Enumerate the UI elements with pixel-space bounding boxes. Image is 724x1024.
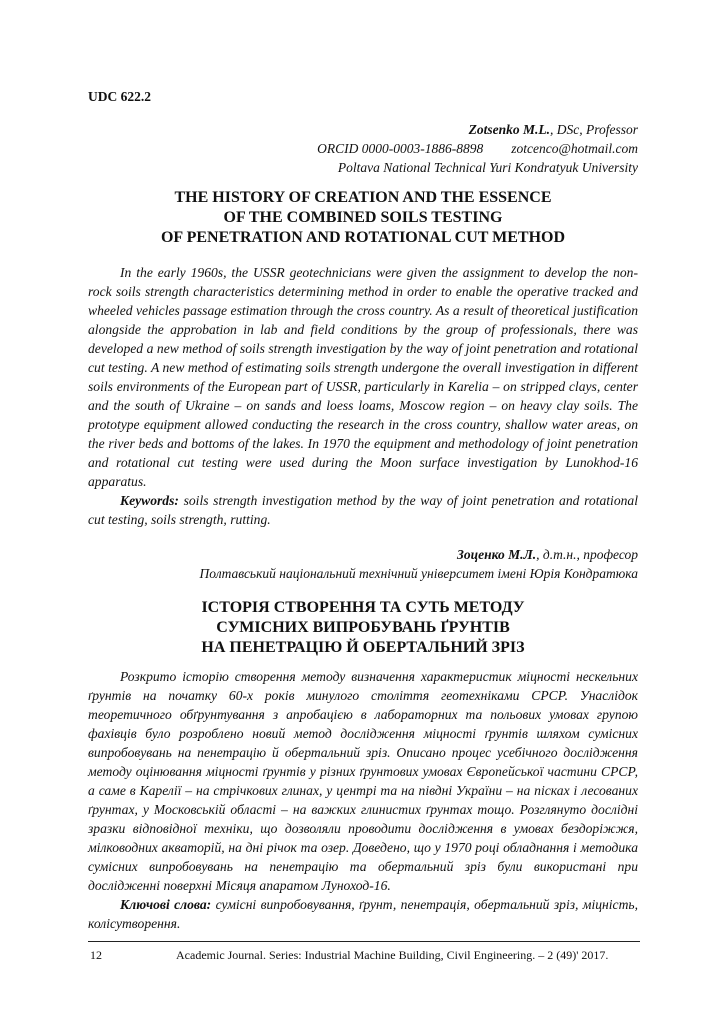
title-line: НА ПЕНЕТРАЦІЮ Й ОБЕРТАЛЬНИЙ ЗРІЗ [201, 639, 525, 656]
abstract-text-uk: Розкрито історію створення методу визначення характеристик міцності нескельних ґрунтів на початку 60-х років минулого століття геотехніками СРСР. Унаслідок теоретичного обґрунтування з апробацією в лабораторних та польових умовах групою фахівців було розроблено новий метод дослідження міцності ґрунтів шляхом сумісних випробовувань на пенетрацію й обертальний зріз. Описано процес усебічного дослідження методу оцінювання міцності ґрунтів у різних ґрунтових умовах Європейської частини СРСР, а саме в Карелії – на стрічкових глинах, у центрі та на півдні України – на пісках і лесованих ґрунтах, у Московській області – на важких глинистих ґрунтах тощо. Розглянуто дослідні зразки відповідної техніки, що дозволяли проводити дослідження в умовах бездоріжжя, мілководних акваторій, на дні річок та озер. Доведено, що у 1970 році обладнання і методика сумісних випробовувань на пенетрацію та обертальний зріз були використані при дослідженні поверхні Місяця апаратом Луноход-16. [88, 669, 638, 893]
orcid-line [317, 139, 638, 158]
title-line: OF THE COMBINED SOILS TESTING [223, 209, 503, 226]
author-name-uk: Зоценко М.Л. [457, 547, 537, 562]
keywords-text: soils strength investigation method by the way of joint penetration and rotational cut testing, soils strength, rutting. [88, 493, 638, 527]
article-title-uk [88, 598, 638, 658]
author-orcid: ORCID 0000-0003-1886-8898 [317, 141, 484, 156]
udc-code: UDC 622.2 [88, 89, 151, 104]
title-line: OF PENETRATION AND ROTATIONAL CUT METHOD [160, 229, 566, 246]
author-line [317, 120, 638, 139]
footer-divider [88, 941, 640, 942]
author-block-uk [200, 545, 638, 583]
author-name: Zotsenko M.L. [468, 122, 550, 137]
abstract-uk [88, 667, 638, 933]
keywords-en [88, 491, 638, 529]
title-line: СУМІСНИХ ВИПРОБУВАНЬ ҐРУНТІВ [216, 619, 510, 636]
keywords-label-uk: Ключові слова: [120, 897, 212, 912]
title-line: ІСТОРІЯ СТВОРЕННЯ ТА СУТЬ МЕТОДУ [201, 599, 525, 616]
page-number: 12 [90, 948, 102, 962]
author-affiliation-uk: Полтавський національний технічний університет імені Юрія Кондратюка [199, 566, 638, 581]
author-degree: , DSc, Professor [550, 122, 638, 137]
author-line [200, 545, 638, 564]
author-affiliation: Poltava National Technical Yuri Kondratyuk University [337, 160, 638, 175]
abstract-en [88, 263, 638, 529]
author-block-en [317, 120, 638, 177]
title-line: THE HISTORY OF CREATION AND THE ESSENCE [174, 189, 552, 206]
author-degree-uk: , д.т.н., професор [536, 547, 638, 562]
author-email: zotcenco@hotmail.com [511, 141, 638, 156]
keywords-uk [88, 895, 638, 933]
keywords-text-uk: сумісні випробовування, ґрунт, пенетрація, обертальний зріз, міцність, колісутворення. [88, 897, 638, 931]
journal-citation: Academic Journal. Series: Industrial Machine Building, Civil Engineering. – 2 (49)' 2017. [176, 948, 609, 962]
keywords-label: Keywords: [120, 493, 179, 508]
article-title-en [88, 188, 638, 248]
abstract-text: In the early 1960s, the USSR geotechnicians were given the assignment to develop the non-rock soils strength characteristics determining method in order to enable the operative tracked and wheeled vehicles passage estimation through the cross country. As a result of theoretical justification alongside the approbation in lab and field conditions by the group of professionals, there was developed a new method of soils strength investigation by the way of joint penetration and rotational cut testing. A new method of estimating soils strength undergone the overall investigation in different soils environments of the European part of USSR, particularly in Karelia – on stripped clays, center and the south of Ukraine – on sands and loess loams, Moscow region – on heavy clay soils. The prototype equipment allowed conducting the research in the cross country, shallow water areas, on the river beds and bottoms of the lakes. In 1970 the equipment and methodology of joint penetration and rotational cut testing were used during the Moon surface investigation by Lunokhod-16 apparatus. [88, 265, 638, 489]
